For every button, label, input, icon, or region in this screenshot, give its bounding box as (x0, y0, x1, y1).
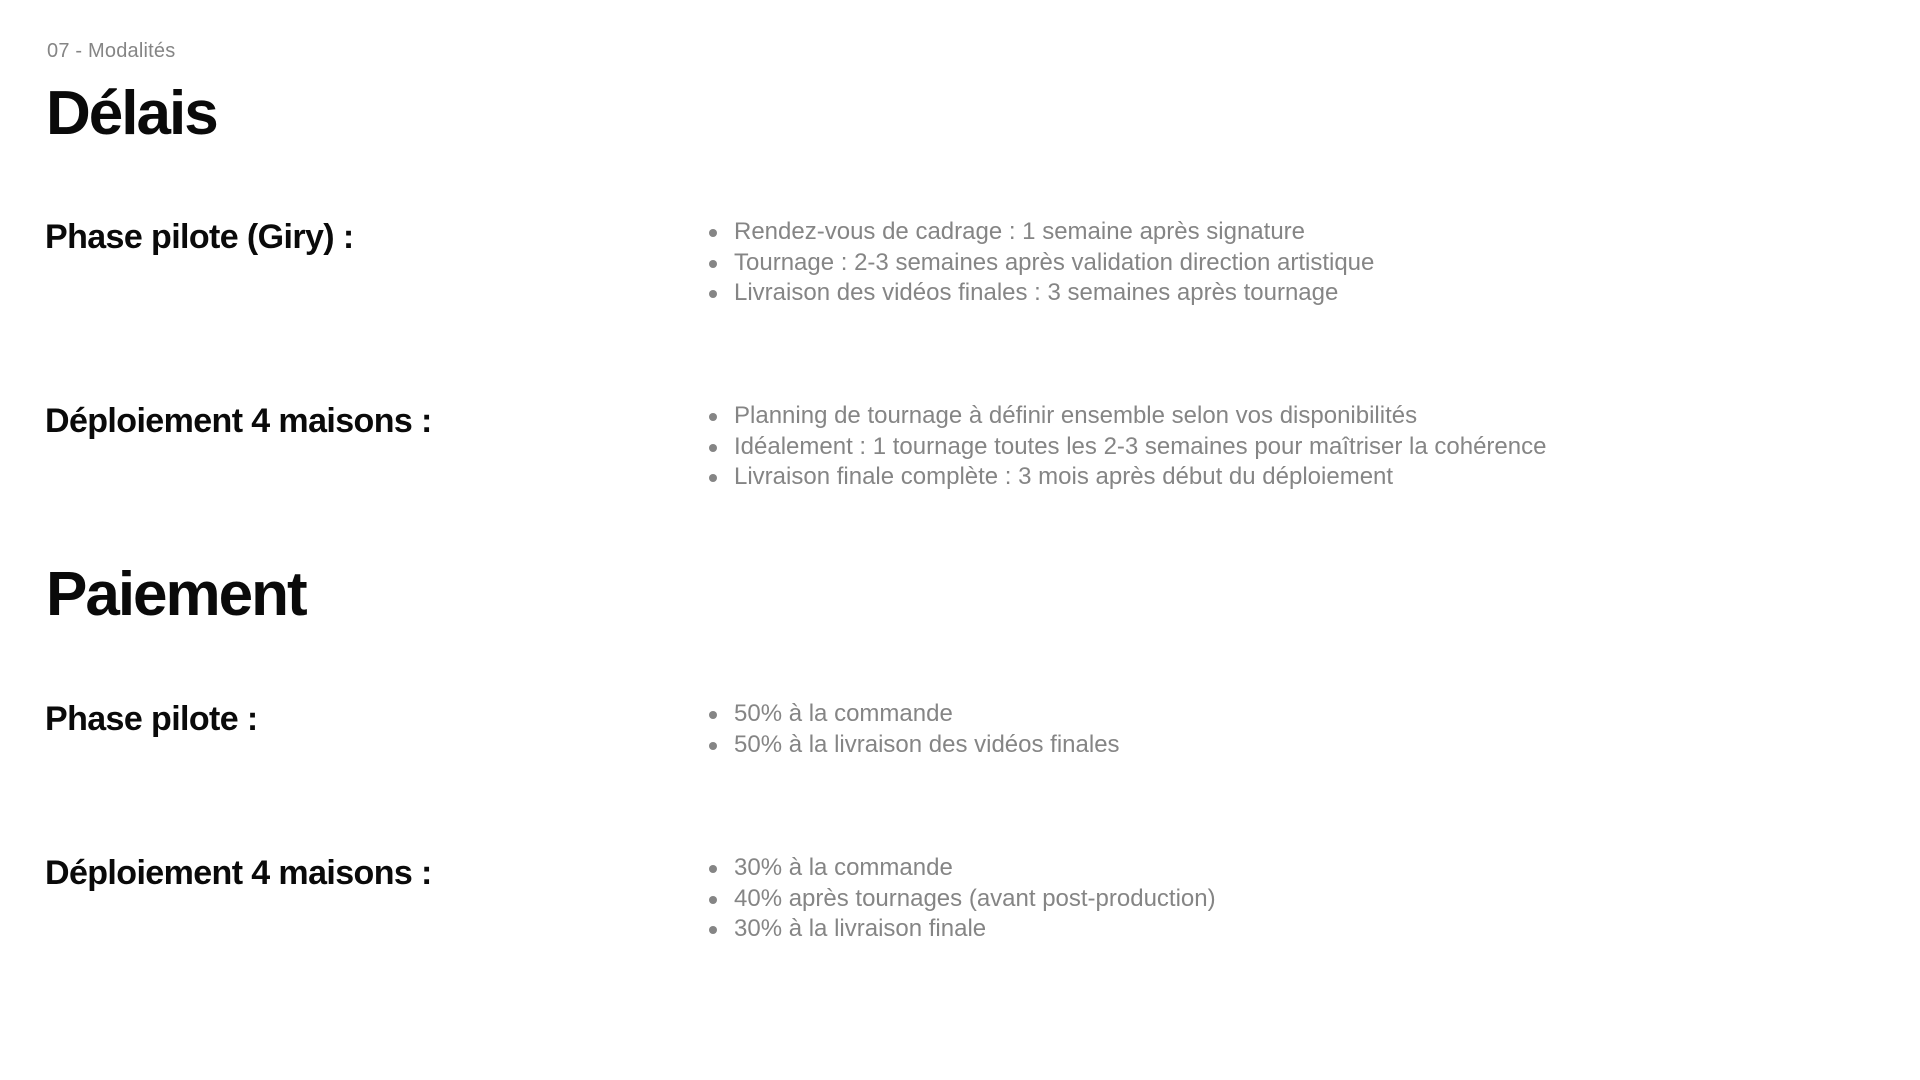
list-item: Planning de tournage à définir ensemble selon vos disponibilités (0, 401, 1546, 432)
bullet-list (0, 699, 1120, 760)
section-title-paiement: Paiement (46, 560, 306, 629)
list-item: Livraison finale complète : 3 mois après début du déploiement (0, 462, 1546, 493)
list-item: Rendez-vous de cadrage : 1 semaine après signature (0, 217, 1374, 248)
list-item: 30% à la commande (0, 853, 1216, 884)
list-item: 30% à la livraison finale (0, 914, 1216, 945)
list-item: 50% à la livraison des vidéos finales (0, 730, 1120, 761)
block-label: Déploiement 4 maisons : (45, 854, 432, 892)
list-item: 50% à la commande (0, 699, 1120, 730)
list-item: Idéalement : 1 tournage toutes les 2-3 semaines pour maîtriser la cohérence (0, 432, 1546, 463)
block-label: Phase pilote (Giry) : (45, 218, 354, 256)
eyebrow: 07 - Modalités (47, 40, 176, 62)
block-label: Phase pilote : (45, 700, 258, 738)
list-item: 40% après tournages (avant post-production) (0, 884, 1216, 915)
bullet-list (0, 217, 1374, 309)
block-label: Déploiement 4 maisons : (45, 402, 432, 440)
list-item: Tournage : 2-3 semaines après validation direction artistique (0, 248, 1374, 279)
bullet-list (0, 853, 1216, 945)
section-title-delais: Délais (46, 79, 217, 148)
bullet-list (0, 401, 1546, 493)
list-item: Livraison des vidéos finales : 3 semaines après tournage (0, 278, 1374, 309)
